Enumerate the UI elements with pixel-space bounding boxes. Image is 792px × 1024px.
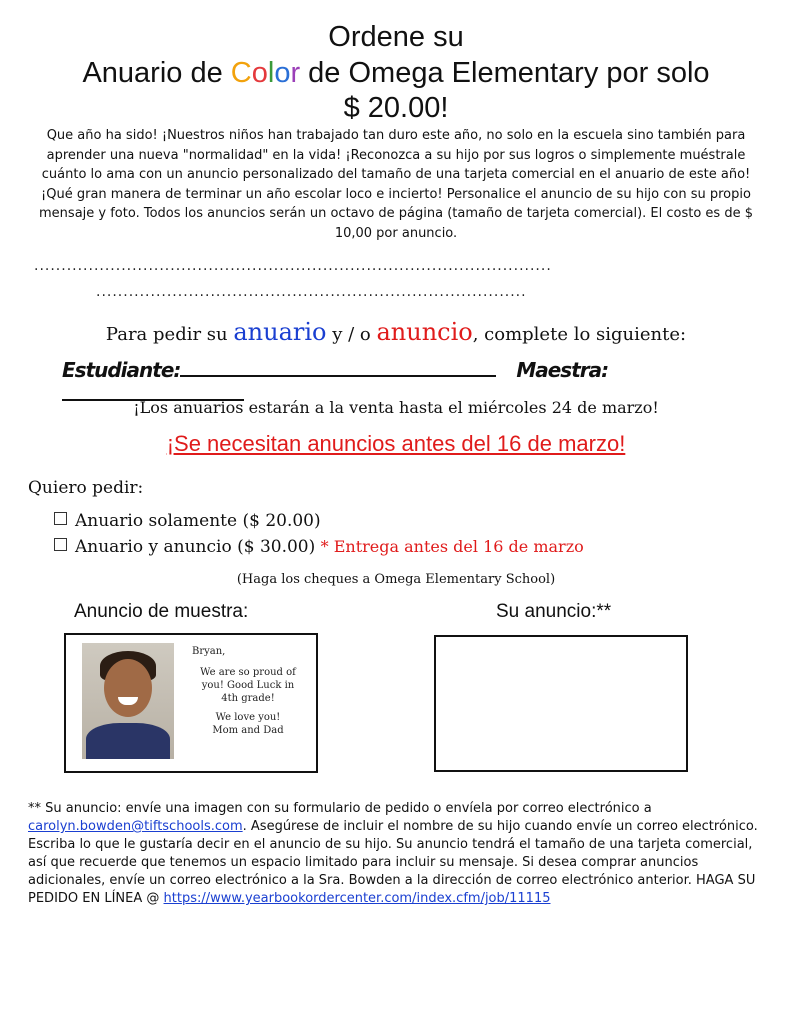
- sample-ad-signoff-1: We love you!: [215, 712, 281, 723]
- email-link[interactable]: carolyn.bowden@tiftschools.com: [28, 819, 243, 834]
- student-label: Estudiante:: [62, 358, 181, 382]
- color-letter: r: [290, 57, 301, 89]
- sample-child-photo: [82, 643, 174, 759]
- dotted-separator: ...............................................................................................: [34, 258, 552, 274]
- order-prompt-middle: y / o: [326, 324, 377, 345]
- sample-ad-name: Bryan,: [192, 646, 226, 657]
- title-suffix: de Omega Elementary por solo: [300, 57, 710, 89]
- sample-ad-signoff-2: Mom and Dad: [212, 725, 284, 736]
- order-prompt-anuario: anuario: [233, 318, 327, 346]
- title-prefix: Anuario de: [82, 57, 231, 89]
- intro-paragraph: Que año ha sido! ¡Nuestros niños han trabajado tan duro este año, no solo en la escuela sino también para aprender una nueva "normalidad" en la vida! ¡Reconozca a su hijo por sus logros o simplemente muéstrale cuánto lo ama con un anuncio personalizado del tamaño de una tarjeta comercial en el anuario de este año! ¡Qué gran manera de terminar un año escolar loco e incierto! Personalice el anuncio de su hijo con su propio mensaje y foto. Todos los anuncios serán un octavo de página (tamaño de tarjeta comercial). El costo es de $ 10,00 por anuncio.: [39, 128, 753, 241]
- order-label: Quiero pedir:: [28, 478, 144, 498]
- footer-instructions: [28, 800, 766, 908]
- ads-deadline: ¡Se necesitan anuncios antes del 16 de marzo!: [166, 431, 626, 456]
- sample-ad-box: [64, 633, 318, 773]
- dotted-separator: ...............................................................................: [96, 284, 527, 300]
- order-prompt-after: , complete lo siguiente:: [472, 324, 687, 345]
- option-yearbook-only-label: Anuario solamente ($ 20.00): [75, 511, 321, 531]
- sale-notice: ¡Los anuarios estarán a la venta hasta el miércoles 24 de marzo!: [133, 398, 659, 417]
- sample-ad-label: Anuncio de muestra:: [74, 601, 249, 622]
- student-name-line[interactable]: [180, 359, 496, 377]
- checkbox-yearbook-only[interactable]: [54, 512, 67, 525]
- option-yearbook-ad-label: Anuario y anuncio ($ 30.00): [75, 537, 316, 557]
- title-line-1: Ordene su: [328, 21, 464, 53]
- option-yearbook-ad-note: * Entrega antes del 16 de marzo: [320, 537, 584, 556]
- color-letter: C: [230, 57, 252, 89]
- checks-note: (Haga los cheques a Omega Elementary School): [236, 572, 556, 587]
- your-ad-label: Su anuncio:**: [496, 601, 612, 622]
- footer-text-1: ** Su anuncio: envíe una imagen con su formulario de pedido o envíela por correo electrónico a: [28, 801, 652, 816]
- footer-text-2: . Asegúrese de incluir el nombre de su hijo cuando envíe un correo electrónico. Escriba lo que le gustaría decir en el anuncio de su hijo. Su anuncio tendrá el tamaño de una tarjeta comercial, así que recuerde que tenemos un espacio limitado para incluir su mensaje. Si desea comprar anuncios adicionales, envíe un correo electrónico a la Sra. Bowden a la dirección de correo electrónico anterior. HAGA SU PEDIDO EN LÍNEA @: [28, 819, 758, 906]
- order-prompt-before: Para pedir su: [105, 324, 234, 345]
- title-line-2: [0, 56, 792, 90]
- order-online-link[interactable]: https://www.yearbookordercenter.com/index.cfm/job/11115: [163, 891, 551, 906]
- title-price: $ 20.00!: [343, 92, 449, 124]
- option-yearbook-ad[interactable]: [54, 537, 584, 557]
- order-prompt-anuncio: anuncio: [376, 318, 473, 346]
- option-yearbook-only[interactable]: [54, 511, 321, 531]
- sample-ad-message: We are so proud of you! Good Luck in 4th grade!: [200, 667, 296, 704]
- order-prompt: [0, 318, 792, 346]
- checkbox-yearbook-ad[interactable]: [54, 538, 67, 551]
- sample-ad-text: [192, 645, 304, 737]
- color-letter: o: [251, 57, 268, 89]
- teacher-label: Maestra:: [516, 358, 609, 382]
- your-ad-box[interactable]: [434, 635, 688, 772]
- color-letter: l: [267, 57, 275, 89]
- color-letter: o: [274, 57, 291, 89]
